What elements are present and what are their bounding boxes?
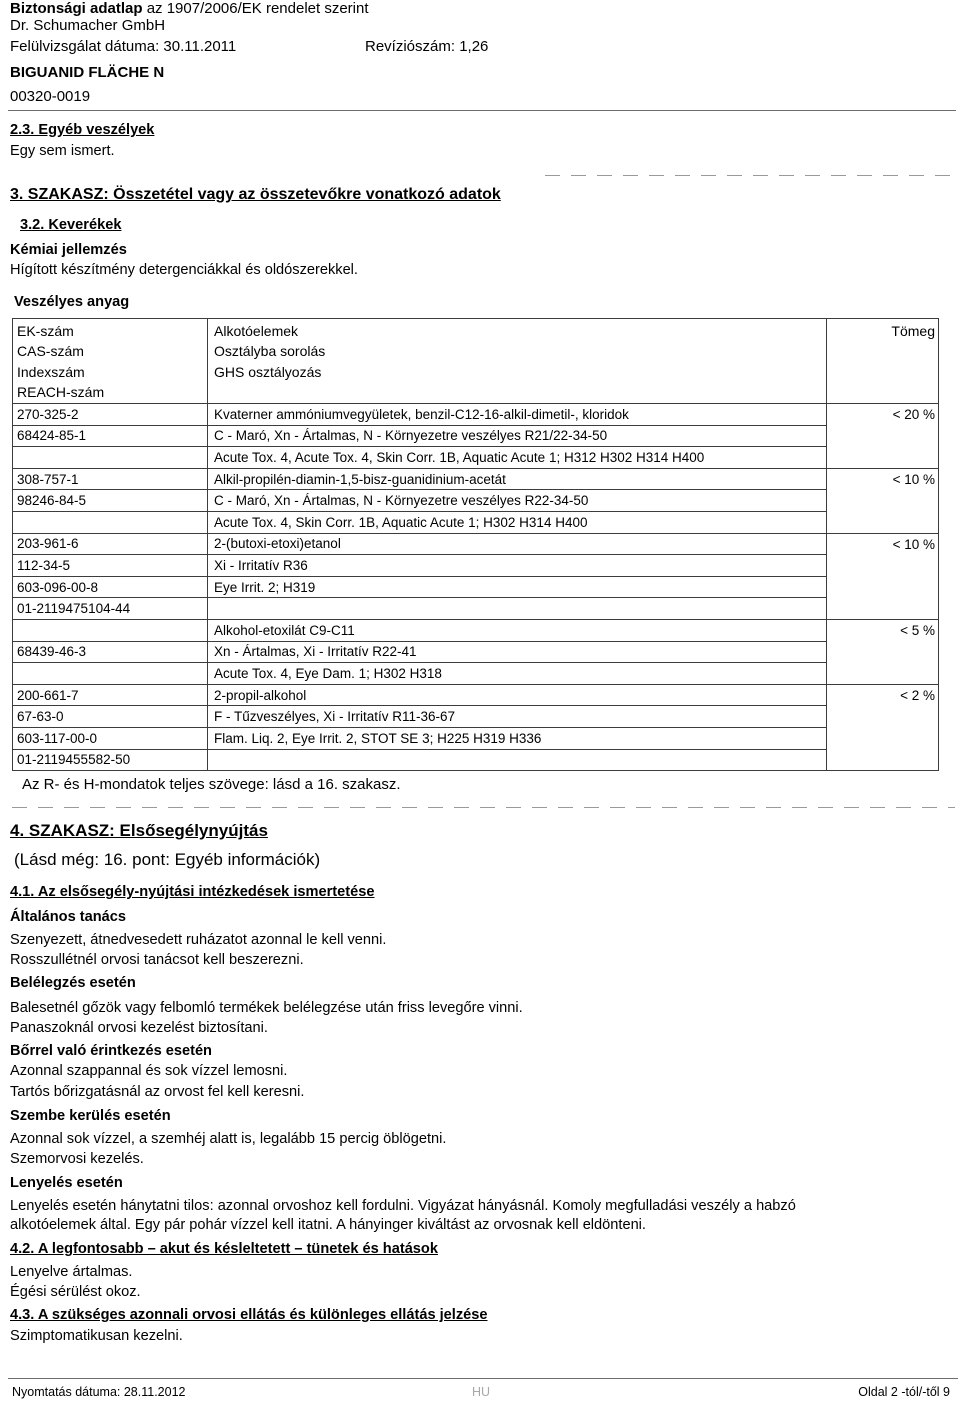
substance-identifier: 200-661-7 xyxy=(13,684,208,706)
substance-property: 2-propil-alkohol xyxy=(208,684,827,706)
substance-identifier: 308-757-1 xyxy=(13,468,208,490)
document-title-regulation: az 1907/2006/EK rendelet szerint xyxy=(146,0,369,17)
header-divider xyxy=(8,110,956,111)
substance-amount: < 10 % xyxy=(827,533,939,619)
treatment-line: Szimptomatikusan kezelni. xyxy=(10,1328,183,1344)
substance-property: F - Tűzveszélyes, Xi - Irritatív R11-36-67 xyxy=(208,706,827,728)
substance-row xyxy=(13,533,939,555)
substance-property: Eye Irrit. 2; H319 xyxy=(208,576,827,598)
symptoms-line: Égési sérülést okoz. xyxy=(10,1284,141,1300)
substance-amount: < 10 % xyxy=(827,468,939,533)
header-mass: Tömeg xyxy=(827,319,939,404)
header-cas-number: CAS-szám xyxy=(17,343,84,360)
header-index-number: Indexszám xyxy=(17,363,85,380)
substance-property: Acute Tox. 4, Acute Tox. 4, Skin Corr. 1B, Aquatic Acute 1; H312 H302 H314 H400 xyxy=(208,447,827,469)
substance-row xyxy=(13,404,939,426)
substance-row xyxy=(13,619,939,641)
substance-property: Xi - Irritatív R36 xyxy=(208,555,827,577)
substance-identifier: 270-325-2 xyxy=(13,404,208,426)
section-2-3-text: Egy sem ismert. xyxy=(10,143,115,159)
symptoms-line: Lenyelve ártalmas. xyxy=(10,1264,133,1280)
substance-identifier xyxy=(13,511,208,533)
hazardous-substances-table xyxy=(12,318,939,771)
substance-row xyxy=(13,706,939,728)
section-separator xyxy=(545,175,955,176)
inhalation-label: Belélegzés esetén xyxy=(10,975,136,991)
substance-row xyxy=(13,727,939,749)
substance-row xyxy=(13,641,939,663)
substance-row xyxy=(13,425,939,447)
header-reach-number: REACH-szám xyxy=(17,383,105,400)
eye-contact-line: Szemorvosi kezelés. xyxy=(10,1151,144,1167)
substance-row xyxy=(13,684,939,706)
substance-row xyxy=(13,490,939,512)
substance-identifier: 603-096-00-8 xyxy=(13,576,208,598)
section-3-heading: 3. SZAKASZ: Összetétel vagy az összetevőkre vonatkozó adatok xyxy=(10,186,501,203)
substance-identifier: 68424-85-1 xyxy=(13,425,208,447)
chemical-characterization-label: Kémiai jellemzés xyxy=(10,242,127,258)
language-code: HU xyxy=(472,1385,491,1399)
substance-row xyxy=(13,663,939,685)
section-3-2-heading: 3.2. Keverékek xyxy=(20,217,122,233)
review-date: Felülvizsgálat dátuma: 30.11.2011 xyxy=(10,38,237,55)
substance-row xyxy=(13,749,939,771)
eye-contact-line: Azonnal sok vízzel, a szemhéj alatt is, legalább 15 percig öblögetni. xyxy=(10,1131,447,1147)
substance-identifier: 203-961-6 xyxy=(13,533,208,555)
substance-identifier: 67-63-0 xyxy=(13,706,208,728)
chemical-characterization-text: Hígított készítmény detergenciákkal és oldószerekkel. xyxy=(10,262,358,278)
ingestion-label: Lenyelés esetén xyxy=(10,1175,123,1191)
section-2-3-heading: 2.3. Egyéb veszélyek xyxy=(10,122,155,138)
header-ec-number: EK-szám xyxy=(17,323,74,339)
substance-row xyxy=(13,598,939,620)
substance-property xyxy=(208,598,827,620)
general-advice-label: Általános tanács xyxy=(10,909,126,925)
document-title xyxy=(10,0,369,17)
print-date: Nyomtatás dátuma: 28.11.2012 xyxy=(12,1385,186,1399)
substance-row xyxy=(13,511,939,533)
substance-identifier xyxy=(13,447,208,469)
substance-identifier: 68439-46-3 xyxy=(13,641,208,663)
header-components-cell xyxy=(208,319,827,404)
substance-property: Acute Tox. 4, Eye Dam. 1; H302 H318 xyxy=(208,663,827,685)
substance-property: Flam. Liq. 2, Eye Irrit. 2, STOT SE 3; H225 H319 H336 xyxy=(208,727,827,749)
section-separator xyxy=(12,807,955,808)
substance-identifier: 98246-84-5 xyxy=(13,490,208,512)
section-4-heading: 4. SZAKASZ: Elsősegélynyújtás xyxy=(10,821,268,840)
ingestion-line: alkotóelemek által. Egy pár pohár vízzel kell itatni. A hányinger kiváltást az orvosnak kell eldönteni. xyxy=(10,1217,646,1233)
substance-identifier: 603-117-00-0 xyxy=(13,727,208,749)
substance-row xyxy=(13,447,939,469)
eye-contact-label: Szembe kerülés esetén xyxy=(10,1108,171,1124)
header-identifiers-cell xyxy=(13,319,208,404)
skin-contact-line: Azonnal szappannal és sok vízzel lemosni. xyxy=(10,1063,288,1079)
section-4-2-heading: 4.2. A legfontosabb – akut és késleltetett – tünetek és hatások xyxy=(10,1241,438,1257)
general-advice-line: Szenyezett, átnedvesedett ruházatot azonnal le kell venni. xyxy=(10,932,387,948)
substance-property: Alkil-propilén-diamin-1,5-bisz-guanidinium-acetát xyxy=(208,468,827,490)
skin-contact-label: Bőrrel való érintkezés esetén xyxy=(10,1043,212,1059)
substance-identifier: 01-2119475104-44 xyxy=(13,598,208,620)
ingestion-line: Lenyelés esetén hánytatni tilos: azonnal orvoshoz kell fordulni. Vigyázat hányásnál. Komoly megfulladási veszély a habzó xyxy=(10,1198,796,1214)
section-4-3-heading: 4.3. A szükséges azonnali orvosi ellátás és különleges ellátás jelzése xyxy=(10,1307,488,1323)
header-classification: Osztályba sorolás xyxy=(214,343,326,360)
substance-property xyxy=(208,749,827,771)
substance-amount: < 5 % xyxy=(827,619,939,684)
substance-identifier: 112-34-5 xyxy=(13,555,208,577)
header-components: Alkotóelemek xyxy=(214,323,299,339)
inhalation-line: Panaszoknál orvosi kezelést biztosítani. xyxy=(10,1020,268,1036)
substance-row xyxy=(13,576,939,598)
revision-number: Revíziószám: 1,26 xyxy=(365,38,489,55)
substance-property: Xn - Ártalmas, Xi - Irritatív R22-41 xyxy=(208,641,827,663)
substance-property: Acute Tox. 4, Skin Corr. 1B, Aquatic Acute 1; H302 H314 H400 xyxy=(208,511,827,533)
r-h-phrases-note: Az R- és H-mondatok teljes szövege: lásd a 16. szakasz. xyxy=(22,776,401,793)
footer-divider xyxy=(8,1378,958,1379)
section-4-1-heading: 4.1. Az elsősegély-nyújtási intézkedések ismertetése xyxy=(10,884,375,900)
product-name: BIGUANID FLÄCHE N xyxy=(10,64,165,81)
substance-property: Kvaterner ammóniumvegyületek, benzil-C12-16-alkil-dimetil-, kloridok xyxy=(208,404,827,426)
table-header-row xyxy=(13,319,939,404)
substance-property: 2-(butoxi-etoxi)etanol xyxy=(208,533,827,555)
inhalation-line: Balesetnél gőzök vagy felbomló termékek belélegzése után friss levegőre vinni. xyxy=(10,1000,523,1016)
header-ghs-classification: GHS osztályozás xyxy=(214,363,322,380)
page-number: Oldal 2 -tól/-től 9 xyxy=(858,1385,950,1399)
hazardous-substances-label: Veszélyes anyag xyxy=(14,294,130,310)
substance-property: C - Maró, Xn - Ártalmas, N - Környezetre veszélyes R21/22-34-50 xyxy=(208,425,827,447)
substance-amount: < 20 % xyxy=(827,404,939,469)
section-4-see-also: (Lásd még: 16. pont: Egyéb információk) xyxy=(14,850,321,869)
substance-row xyxy=(13,468,939,490)
company-name: Dr. Schumacher GmbH xyxy=(10,17,166,34)
document-title-main: Biztonsági adatlap xyxy=(10,0,143,17)
substance-row xyxy=(13,555,939,577)
skin-contact-line: Tartós bőrizgatásnál az orvost fel kell keresni. xyxy=(10,1084,305,1100)
substance-amount: < 2 % xyxy=(827,684,939,770)
general-advice-line: Rosszullétnél orvosi tanácsot kell beszerezni. xyxy=(10,952,304,968)
substance-identifier: 01-2119455582-50 xyxy=(13,749,208,771)
substance-property: Alkohol-etoxilát C9-C11 xyxy=(208,619,827,641)
substance-property: C - Maró, Xn - Ártalmas, N - Környezetre veszélyes R22-34-50 xyxy=(208,490,827,512)
product-code: 00320-0019 xyxy=(10,88,91,105)
substance-identifier xyxy=(13,663,208,685)
substance-identifier xyxy=(13,619,208,641)
